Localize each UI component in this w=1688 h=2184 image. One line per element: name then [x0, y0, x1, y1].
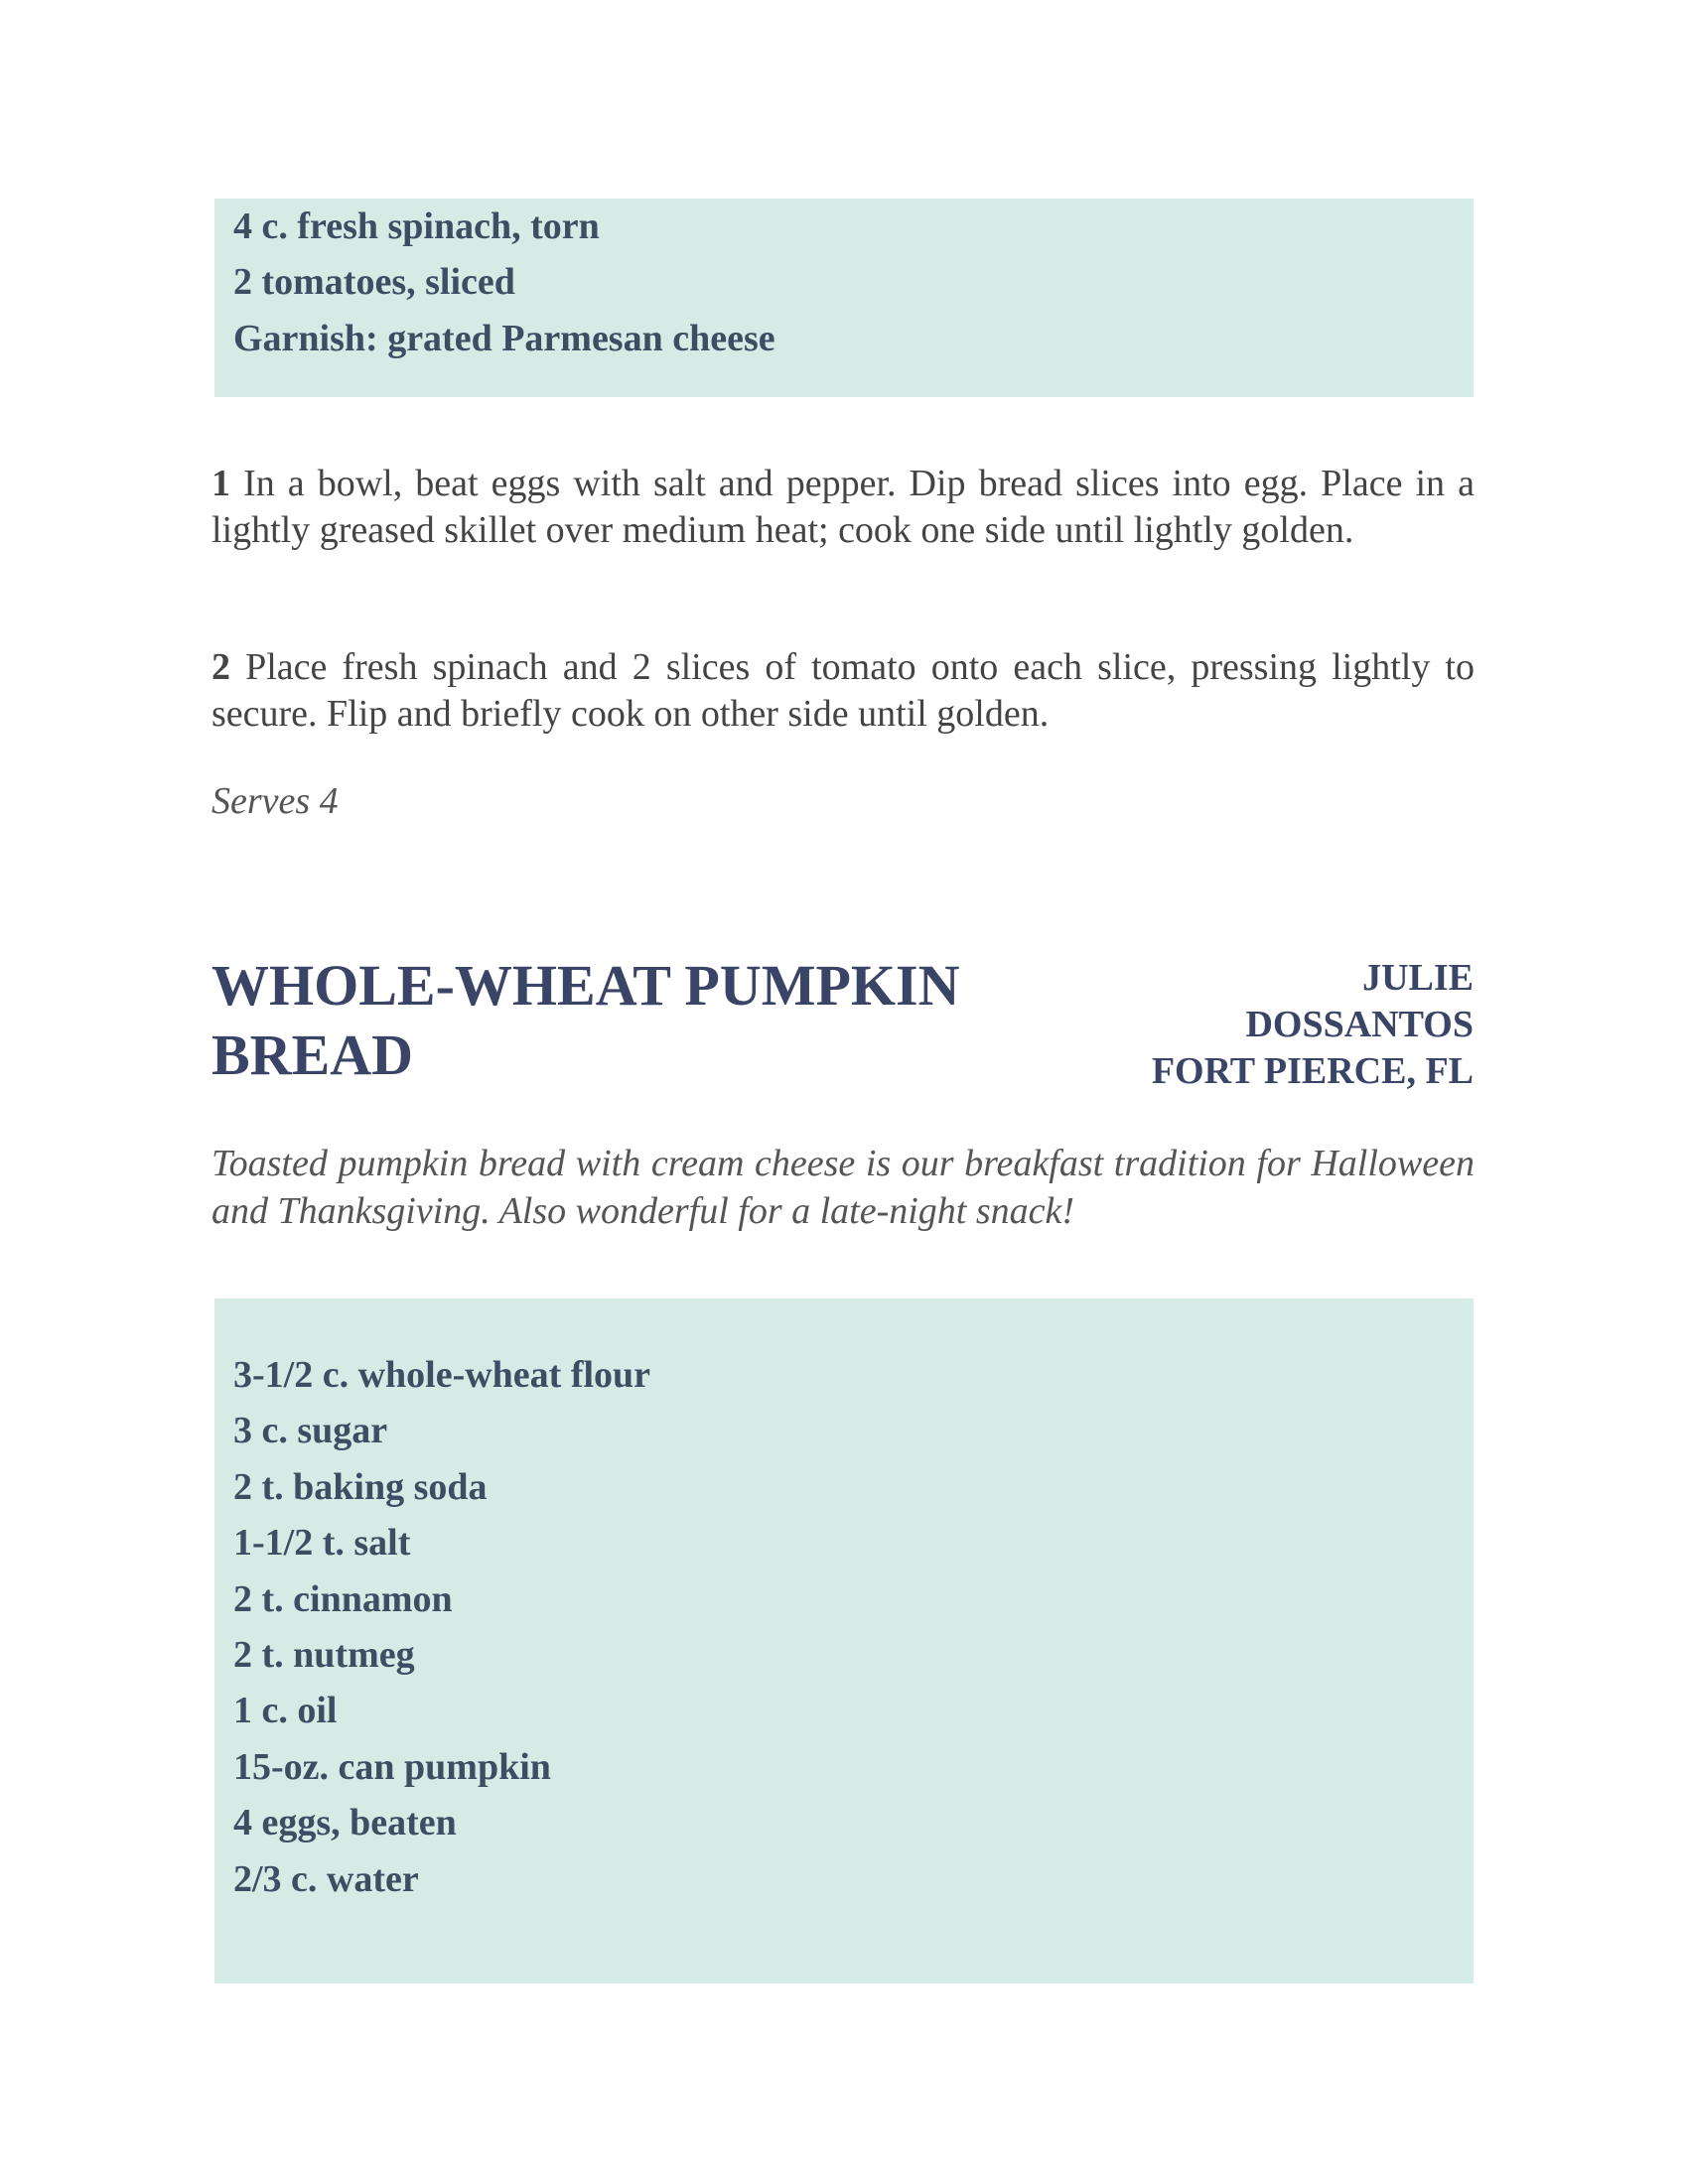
recipe-author [1053, 955, 1474, 1095]
author-last-name: DOSSANTOS [1245, 1004, 1474, 1045]
instruction-step-1 [211, 461, 1475, 554]
ingredient-item: 2/3 c. water [233, 1857, 419, 1900]
ingredient-item: 2 t. nutmeg [233, 1634, 415, 1677]
ingredient-item: Garnish: grated Parmesan cheese [233, 317, 775, 359]
step-number: 1 [211, 463, 230, 504]
recipe-intro: Toasted pumpkin bread with cream cheese is our breakfast tradition for Halloween and Thanksgiving. Also wonderful for a late-night snack! [211, 1143, 1475, 1232]
ingredient-item: 2 t. cinnamon [233, 1577, 453, 1620]
step-text: In a bowl, beat eggs with salt and pepper. Dip bread slices into egg. Place in a lightly greased skillet over medium heat; cook one side until lightly golden. [211, 463, 1475, 551]
ingredient-list [233, 1298, 1474, 1907]
instruction-step-2 [211, 644, 1475, 738]
step-number: 2 [211, 646, 230, 688]
ingredient-item: 2 tomatoes, sliced [233, 261, 515, 304]
ingredient-item: 1-1/2 t. salt [233, 1522, 411, 1565]
author-first-name: JULIE [1362, 957, 1474, 999]
ingredient-list [233, 199, 1474, 366]
ingredients-box-spinach-toast [214, 199, 1474, 397]
recipe-title: WHOLE-WHEAT PUMPKIN BREAD [211, 953, 960, 1087]
ingredient-item: 15-oz. can pumpkin [233, 1745, 551, 1788]
ingredient-item: 3-1/2 c. whole-wheat flour [233, 1354, 651, 1396]
ingredient-item: 2 t. baking soda [233, 1465, 488, 1508]
ingredients-box-pumpkin-bread [214, 1298, 1474, 1983]
ingredient-item: 4 eggs, beaten [233, 1802, 457, 1844]
author-location: FORT PIERCE, FL [1151, 1050, 1474, 1092]
serves-count: Serves 4 [211, 780, 339, 822]
ingredient-item: 4 c. fresh spinach, torn [233, 205, 600, 247]
ingredient-item: 3 c. sugar [233, 1410, 388, 1452]
step-text: Place fresh spinach and 2 slices of tomato onto each slice, pressing lightly to secure. Flip and briefly cook on other side until golden. [211, 646, 1475, 735]
ingredient-item: 1 c. oil [233, 1690, 338, 1732]
